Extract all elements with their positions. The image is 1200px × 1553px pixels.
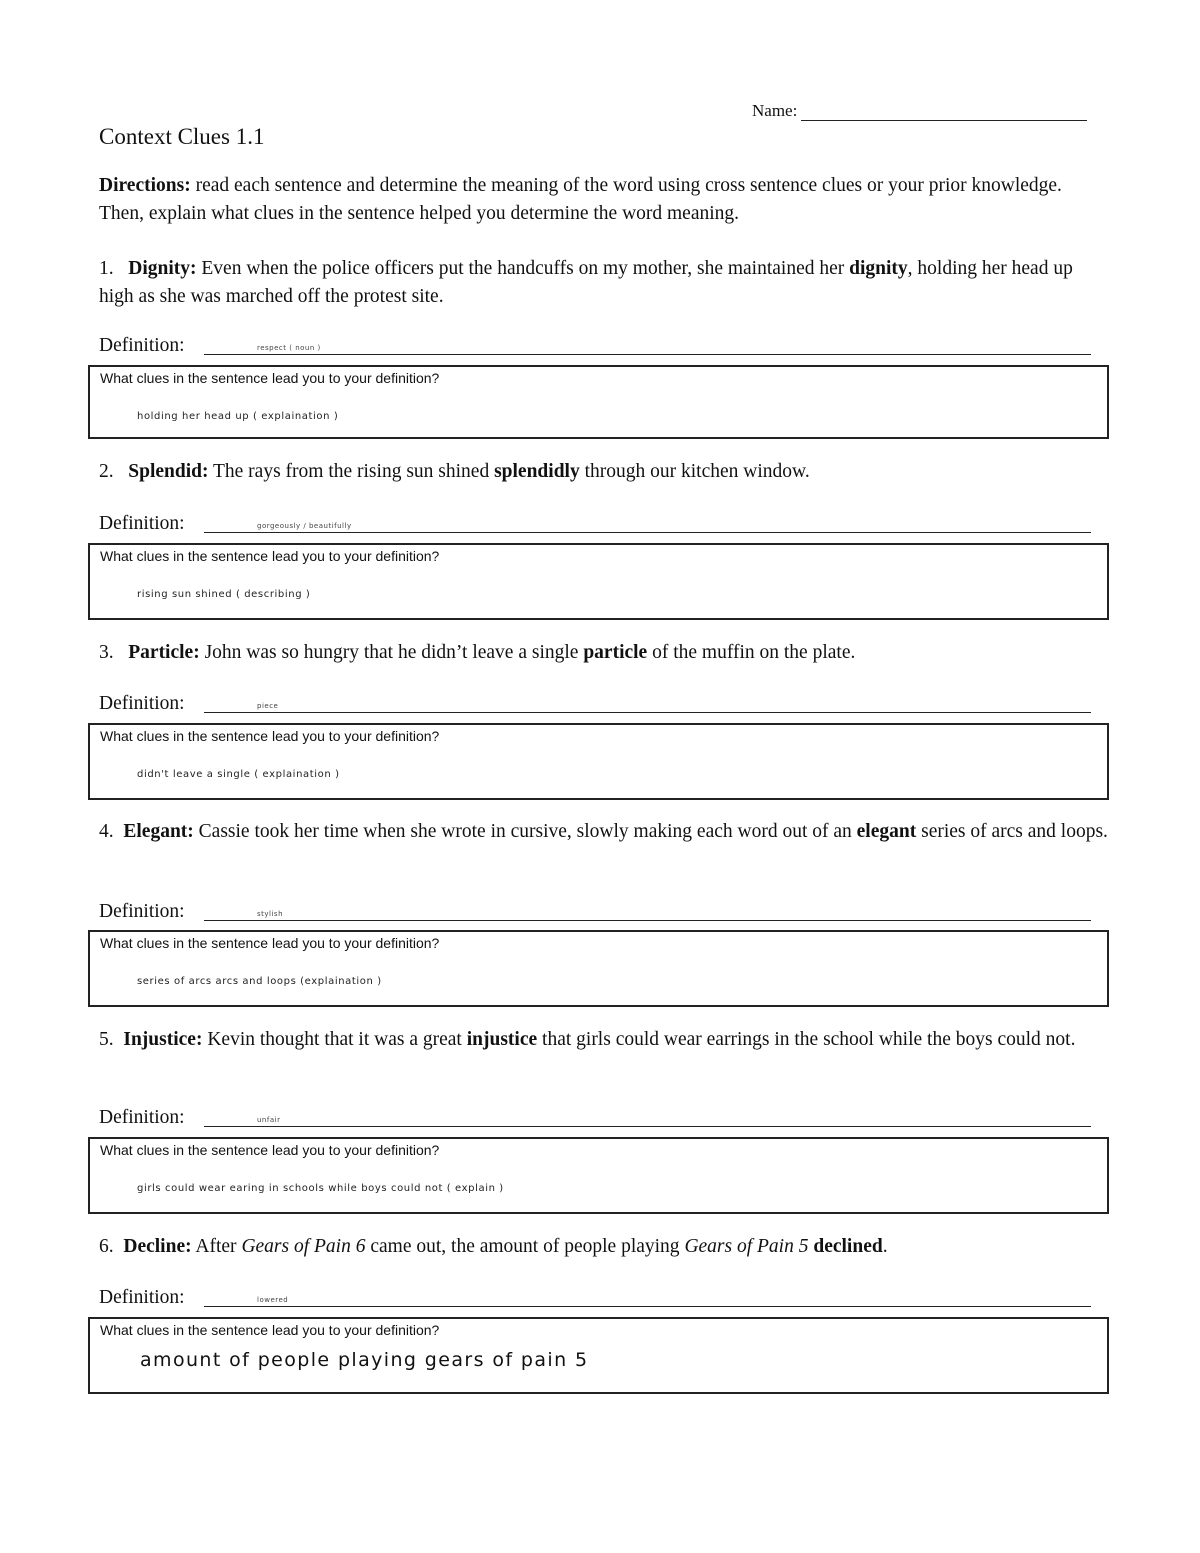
clue-box-5[interactable]	[88, 1137, 1109, 1214]
question-text: .	[882, 1236, 888, 1257]
question-game-title: Gears of Pain 6	[241, 1236, 366, 1257]
clue-box-6[interactable]	[88, 1317, 1109, 1394]
question-number: 6.	[99, 1236, 114, 1257]
question-text: came out, the amount of people playing	[365, 1236, 685, 1257]
definition-answer[interactable]: piece	[257, 702, 279, 710]
definition-label: Definition:	[99, 901, 185, 922]
question-game-title: Gears of Pain 5	[684, 1236, 809, 1257]
definition-answer[interactable]: unfair	[257, 1116, 281, 1124]
question-number: 3.	[99, 642, 114, 663]
question-key-word: injustice	[466, 1029, 538, 1050]
question-2	[99, 458, 1109, 486]
definition-blank-line[interactable]	[204, 919, 1091, 921]
page-title: Context Clues 1.1	[99, 124, 265, 149]
clue-prompt: What clues in the sentence lead you to your definition?	[100, 548, 440, 564]
question-5	[99, 1026, 1109, 1054]
question-key-word: particle	[583, 642, 648, 663]
definition-label: Definition:	[99, 1107, 185, 1128]
directions	[99, 172, 1109, 228]
question-number: 2.	[99, 461, 114, 482]
question-word: Decline:	[123, 1236, 192, 1257]
definition-row-3	[99, 688, 1091, 716]
definition-answer[interactable]: respect ( noun )	[257, 344, 321, 352]
question-word: Particle:	[128, 642, 200, 663]
name-field	[752, 101, 1087, 121]
clue-prompt: What clues in the sentence lead you to your definition?	[100, 728, 440, 744]
question-3	[99, 639, 1109, 667]
clue-prompt: What clues in the sentence lead you to your definition?	[100, 1142, 440, 1158]
question-text: of the muffin on the plate.	[647, 642, 856, 663]
question-key-word: declined	[813, 1236, 883, 1257]
definition-blank-line[interactable]	[204, 711, 1091, 713]
name-blank-line[interactable]	[801, 104, 1087, 121]
question-text: through our kitchen window.	[579, 461, 810, 482]
definition-label: Definition:	[99, 335, 185, 356]
clue-prompt: What clues in the sentence lead you to your definition?	[100, 370, 440, 386]
definition-label: Definition:	[99, 693, 185, 714]
definition-row-5	[99, 1102, 1091, 1130]
definition-blank-line[interactable]	[204, 1125, 1091, 1127]
clue-answer[interactable]: amount of people playing gears of pain 5	[140, 1349, 589, 1371]
clue-answer[interactable]: didn't leave a single ( explaination )	[137, 769, 340, 780]
question-1	[99, 255, 1109, 311]
directions-label: Directions:	[99, 175, 191, 196]
question-6	[99, 1233, 1109, 1261]
question-4	[99, 818, 1109, 846]
name-label: Name:	[752, 101, 798, 120]
question-word: Dignity:	[128, 258, 197, 279]
question-key-word: dignity	[849, 258, 908, 279]
clue-answer[interactable]: series of arcs arcs and loops (explaination )	[137, 976, 382, 987]
clue-answer[interactable]: rising sun shined ( describing )	[137, 589, 311, 600]
clue-box-1[interactable]	[88, 365, 1109, 439]
question-text: Even when the police officers put the handcuffs on my mother, she maintained her	[196, 258, 850, 279]
question-text: Kevin thought that it was a great	[202, 1029, 467, 1050]
directions-text: read each sentence and determine the meaning of the word using cross sentence clues or your prior knowledge. Then, explain what clues in the sentence helped you determine the word meaning.	[99, 175, 1062, 224]
clue-answer[interactable]: holding her head up ( explaination )	[137, 411, 339, 422]
definition-blank-line[interactable]	[204, 1305, 1091, 1307]
question-key-word: splendidly	[494, 461, 580, 482]
definition-answer[interactable]: gorgeously / beautifully	[257, 522, 352, 530]
question-word: Splendid:	[128, 461, 209, 482]
question-text: After	[191, 1236, 242, 1257]
clue-prompt: What clues in the sentence lead you to your definition?	[100, 1322, 440, 1338]
question-text: The rays from the rising sun shined	[208, 461, 495, 482]
question-text: series of arcs and loops.	[916, 821, 1108, 842]
question-text: John was so hungry that he didn’t leave a single	[199, 642, 584, 663]
clue-answer[interactable]: girls could wear earing in schools while boys could not ( explain )	[137, 1183, 504, 1194]
definition-answer[interactable]: lowered	[257, 1296, 289, 1304]
definition-answer[interactable]: stylish	[257, 910, 284, 918]
definition-row-2	[99, 508, 1091, 536]
question-number: 1.	[99, 258, 114, 279]
question-number: 4.	[99, 821, 114, 842]
question-word: Elegant:	[123, 821, 194, 842]
question-text: , holding her head up high as she was marched off the protest site.	[99, 258, 1073, 307]
clue-box-4[interactable]	[88, 930, 1109, 1007]
question-number: 5.	[99, 1029, 114, 1050]
clue-box-2[interactable]	[88, 543, 1109, 620]
definition-blank-line[interactable]	[204, 353, 1091, 355]
definition-row-6	[99, 1282, 1091, 1310]
question-word: Injustice:	[123, 1029, 203, 1050]
definition-label: Definition:	[99, 1287, 185, 1308]
definition-label: Definition:	[99, 513, 185, 534]
clue-box-3[interactable]	[88, 723, 1109, 800]
definition-row-1	[99, 330, 1091, 358]
definition-row-4	[99, 896, 1091, 924]
question-key-word: elegant	[856, 821, 917, 842]
definition-blank-line[interactable]	[204, 531, 1091, 533]
question-text: Cassie took her time when she wrote in cursive, slowly making each word out of an	[193, 821, 857, 842]
clue-prompt: What clues in the sentence lead you to your definition?	[100, 935, 440, 951]
question-text: that girls could wear earrings in the school while the boys could not.	[537, 1029, 1076, 1050]
